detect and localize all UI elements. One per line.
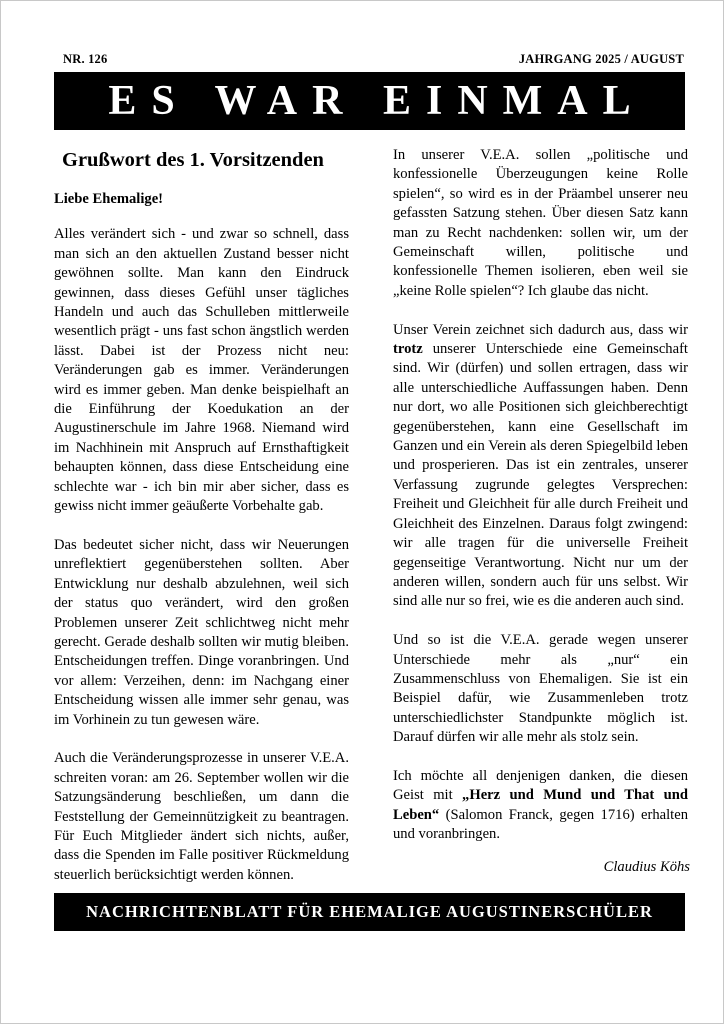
footer-banner	[54, 893, 685, 931]
paragraph	[393, 321, 688, 612]
masthead-title: ES WAR EINMAL	[108, 78, 646, 124]
article-title: Grußwort des 1. Vorsitzenden	[62, 149, 324, 171]
issue-number: NR. 126	[63, 52, 108, 66]
paragraph-text: unserer Unterschiede eine Gemeinschaft sind. Wir (dürfen) und sollen ertragen, dass wir alle unterschiedliche Auffassungen haben. Denn nur dort, wo alle Positionen sich gleichberechtigt gegenüberstehen, kann eine Gesellschaft im Ganzen und ein Verein als deren Spiegelbild leben und prosperieren. Das ist ein zentrales, unserer Verfassung zugrunde gelegtes Versprechen: Freiheit und Gleichheit für alle durch Freiheit und Gleichheit des Einzelnen. Daraus folgt zwingend: wir alle tragen für die universelle Freiheit gegenseitige Verantwortung. Nicht nur um der anderen willen, sondern auch für uns selbst. Wir sind alle nur so frei, wie es die anderen auch sind.	[393, 341, 688, 610]
paragraph: Auch die Veränderungsprozesse in unserer V.E.A. schreiten voran: am 26. September wollen wir die Satzungsänderung beschließen, um dann die Feststellung der Gemeinnützigkeit zu beantragen. Für Euch Mitglieder ändert sich nichts, außer, dass die Spenden im Falle positiver Rückmeldung steuerlich berücksichtigt werden können.	[54, 750, 349, 883]
paragraph: Das bedeutet sicher nicht, dass wir Neuerungen unreflektiert gegenüberstehen sollten. Aber Entwicklung nur deshalb abzulehnen, weil sich der status quo verändert, wird den großen Problemen unserer Zeit schlichtweg nicht mehr gerecht. Gerade deshalb sollten wir mutig bleiben. Entscheidungen treffen. Dinge voranbringen. Und vor allem: Verzeihen, denn: im Nachgang einer Entscheidung wissen alle immer sehr genau, was im Vorhinein zu tun gewesen wäre.	[54, 536, 349, 728]
right-column	[393, 146, 688, 864]
emphasis-trotz: trotz	[393, 341, 423, 358]
paragraph: In unserer V.E.A. sollen „politische und konfessionelle Überzeugungen keine Rolle spielen“, so wird es in der Präambel unserer neu gefassten Satzung stehen. Über diesen Satz kann man zu Recht nachdenken: sollen wir, um der Gemeinschaft willen, politische und konfessionelle Themen isolieren, eben weil sie „keine Rolle spielen“? Ich glaube das nicht.	[393, 147, 688, 299]
author-signature: Claudius Köhs	[603, 859, 690, 875]
volume-date: JAHRGANG 2025 / AUGUST	[518, 52, 684, 66]
paragraph-text: Unser Verein zeichnet sich dadurch aus, dass wir	[393, 321, 688, 338]
masthead-banner	[54, 72, 685, 130]
paragraph	[393, 767, 688, 845]
paragraph: Alles verändert sich - und zwar so schnell, dass man sich an den aktuellen Zustand besser nicht gewöhnen sollte. Man kann den Eindruck gewinnen, dass dieses Gefühl unser tägliches Handeln und auch das Schulleben mittlerweile wesentlich prägt - uns fast schon ängstlich werden lässt. Dabei ist der Prozess nicht neu: Veränderungen gab es immer. Veränderungen wird es immer geben. Man denke beispielhaft an die Einführung der Koedukation an der Augustinerschule im Jahre 1968. Niemand wird im Nachhinein mit Anspruch auf Ernsthaftigkeit behaupten können, dass diese Entscheidung eine schlechte war - ich bin mir aber sicher, dass es gewiss nicht immer geäußerte Vorbehalte gab.	[54, 226, 349, 515]
paragraph: Und so ist die V.E.A. gerade wegen unserer Unterschiede mehr als „nur“ ein Zusammenschluss von Ehemaligen. Sie ist ein Beispiel dafür, wie Zusammenleben trotz unterschiedlichster Standpunkte möglich ist. Darauf dürfen wir alle mehr als stolz sein.	[393, 632, 688, 746]
salutation: Liebe Ehemalige!	[54, 191, 164, 207]
footer-text: NACHRICHTENBLATT FÜR EHEMALIGE AUGUSTINERSCHÜLER	[86, 902, 653, 921]
left-column	[54, 146, 349, 905]
paragraph-text: Ich möchte all denjenigen danken, die diesen Geist mit	[393, 767, 688, 804]
paragraph-text: (Salomon Franck, gegen 1716) erhalten und voranbringen.	[393, 806, 688, 843]
emphasis-quote: „Herz und Mund und That und Leben“	[393, 787, 688, 823]
